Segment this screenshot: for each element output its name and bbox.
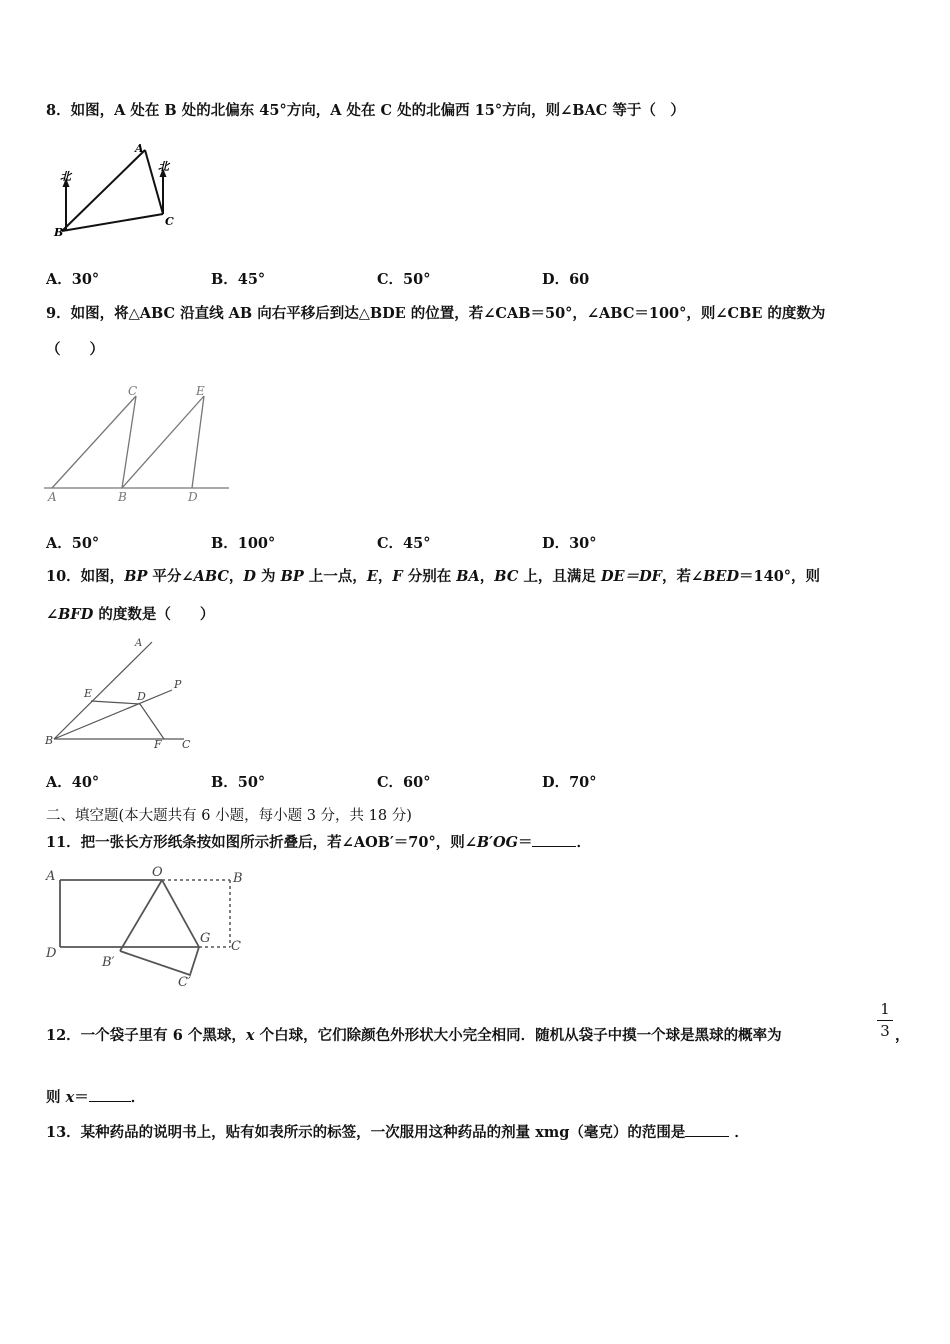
q13-b: ． <box>729 1124 749 1141</box>
label-north-right: 北 <box>158 160 169 173</box>
label-c-prime: C′ <box>178 975 191 990</box>
label-e: E <box>84 687 93 700</box>
q10-eq: DE＝DF <box>600 568 662 585</box>
label-c: C <box>182 738 191 751</box>
q10-bc: BC <box>494 568 519 585</box>
q10-d: D <box>243 568 256 585</box>
label-o: O <box>152 865 163 880</box>
fraction-numerator: 1 <box>880 1000 890 1018</box>
segment-de <box>192 396 204 488</box>
q10-t4: 上一点， <box>303 568 367 585</box>
q10-t10: ＝140°，则 <box>739 568 821 585</box>
label-c: C <box>128 384 138 398</box>
label-p: P <box>174 678 182 691</box>
label-f: F <box>154 738 162 751</box>
q10-l2a: ∠ <box>46 606 59 623</box>
q12-comma: ， <box>895 1027 910 1044</box>
q11-a: 11．把一张长方形纸条按如图所示折叠后，若∠AOB′＝70°，则∠ <box>46 834 477 851</box>
segment-ed <box>91 701 140 704</box>
q10-l2b: 的度数是（ ） <box>93 606 215 623</box>
q9-text: 9．如图，将△ABC 沿直线 AB 向右平移后到达△BDE 的位置，若∠CAB＝50°，∠ABC＝100°，则∠CBE 的度数为 <box>46 305 826 322</box>
q10-abc: ABC <box>193 568 229 585</box>
q8-option-b: B．45° <box>211 271 266 288</box>
q9-option-c: C．45° <box>377 535 431 552</box>
q11-angle: B′OG <box>476 834 518 851</box>
label-a: A <box>46 869 56 884</box>
q12-text <box>46 1026 782 1046</box>
q11-text <box>46 832 591 853</box>
q10-bp2: BP <box>280 568 304 585</box>
q10-option-a: A．40° <box>46 774 100 791</box>
q10-t1: 平分∠ <box>147 568 194 585</box>
label-g: G <box>200 931 211 946</box>
q10-bfd: BFD <box>58 606 94 623</box>
label-c: C <box>231 939 241 954</box>
q9-option-b: B．100° <box>211 535 276 552</box>
label-d: D <box>137 690 146 703</box>
label-a: A <box>48 490 57 504</box>
q12-x: x <box>245 1027 255 1044</box>
q12-l2c: ． <box>130 1089 146 1106</box>
label-d: D <box>188 490 198 504</box>
q12-l2a: 则 <box>46 1089 66 1106</box>
fold-og <box>162 880 199 947</box>
q8-text: 8．如图，A 处在 B 处的北偏东 45°方向，A 处在 C 处的北偏西 15°方向，则∠BAC 等于（ ） <box>46 102 685 119</box>
q8-option-d: D．60 <box>542 271 590 288</box>
section-title: 二、填空题(本大题共有 6 小题，每小题 3 分，共 18 分) <box>46 808 412 824</box>
q11-eq: ＝ <box>517 834 533 851</box>
q9-option-a: A．50° <box>46 535 100 552</box>
q11-answer-blank[interactable] <box>532 832 576 847</box>
q10-t7: ， <box>479 568 495 585</box>
q10-option-d: D．70° <box>542 774 597 791</box>
q13-text <box>46 1122 749 1143</box>
segment-ac <box>52 396 136 488</box>
label-b-prime: B′ <box>102 955 115 970</box>
q10-t6: 分别在 <box>402 568 457 585</box>
label-a: A <box>135 142 144 155</box>
q10-text-2 <box>46 605 214 625</box>
q10-text <box>46 567 820 587</box>
segment-df <box>140 704 164 739</box>
q12-b: 个白球，它们除颜色外形状大小完全相同．随机从袋子中摸一个球是黑球的概率为 <box>254 1027 782 1044</box>
q10-bed: BED <box>703 568 740 585</box>
label-e: E <box>196 384 205 398</box>
q8-option-c: C．50° <box>377 271 431 288</box>
q10-t9: ，若∠ <box>661 568 704 585</box>
q8-option-a: A．30° <box>46 271 100 288</box>
ray-bp <box>54 690 172 739</box>
fraction-bar <box>877 1020 893 1021</box>
q9-option-d: D．30° <box>542 535 597 552</box>
q10-num: 10．如图， <box>46 568 125 585</box>
q12-l2x: x <box>65 1089 75 1106</box>
q10-option-b: B．50° <box>211 774 266 791</box>
q12-l2b: ＝ <box>74 1089 89 1106</box>
q12-a: 12．一个袋子里有 6 个黑球， <box>46 1027 246 1044</box>
q11-figure <box>44 862 254 992</box>
label-north-left: 北 <box>60 170 71 183</box>
q10-option-c: C．60° <box>377 774 431 791</box>
q13-answer-blank[interactable] <box>685 1122 729 1137</box>
label-b: B <box>233 871 243 886</box>
q8-figure <box>50 140 190 240</box>
q10-e: E <box>366 568 378 585</box>
q9-text-2: （ ） <box>46 341 104 358</box>
q9-figure <box>44 382 234 507</box>
fold-ob <box>120 880 162 951</box>
q12-answer-blank[interactable] <box>89 1087 131 1102</box>
q12-text-2 <box>46 1087 145 1108</box>
q13-a: 13．某种药品的说明书上，贴有如表所示的标签，一次服用这种药品的剂量 xmg（毫克）的范围是 <box>46 1124 686 1141</box>
folded-flap <box>120 947 199 975</box>
label-b: B <box>118 490 127 504</box>
q10-t8: 上，且满足 <box>518 568 601 585</box>
fraction-denominator: 3 <box>880 1022 890 1040</box>
label-a: A <box>135 638 143 649</box>
label-d: D <box>46 946 57 961</box>
q10-t5: ， <box>377 568 393 585</box>
q10-bp: BP <box>124 568 148 585</box>
label-b: B <box>45 734 54 747</box>
label-c: C <box>165 215 174 228</box>
q11-end: ． <box>576 834 591 851</box>
probability-fraction <box>875 1000 895 1041</box>
label-b: B <box>54 226 64 239</box>
q10-t2: ， <box>228 568 244 585</box>
q10-ba: BA <box>456 568 480 585</box>
q10-f: F <box>392 568 403 585</box>
q10-t3: 为 <box>255 568 281 585</box>
q10-figure <box>44 634 204 754</box>
